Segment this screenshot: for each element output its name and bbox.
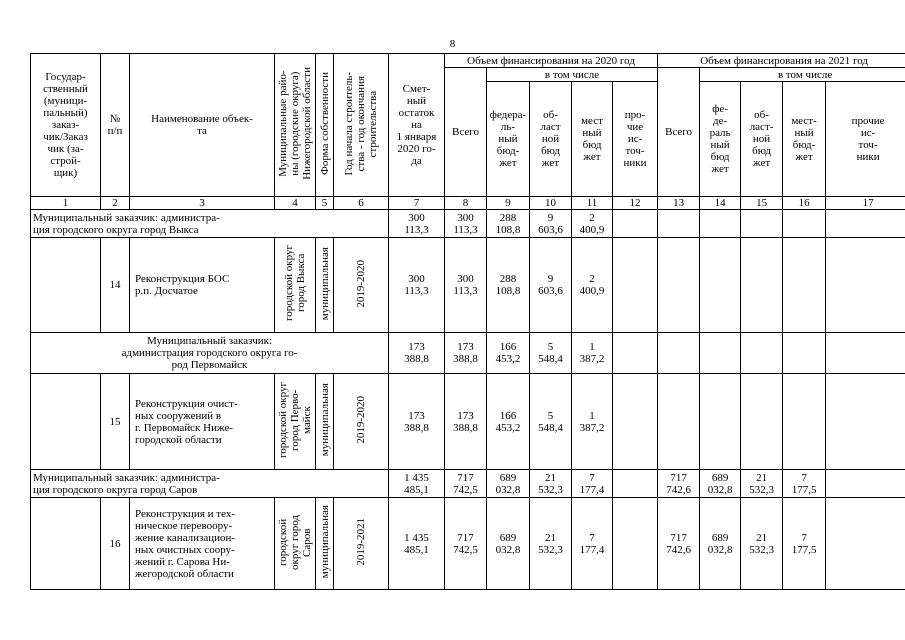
value-cell: 166 453,2 bbox=[487, 333, 530, 374]
header-regional-2021: об- ласт- ной бюд жет bbox=[741, 82, 783, 197]
value-cell bbox=[658, 374, 700, 470]
value-cell bbox=[783, 210, 826, 238]
value-cell: 717 742,6 bbox=[658, 470, 700, 498]
header-including-2020: в том числе bbox=[487, 68, 658, 82]
value-cell: 5 548,4 bbox=[530, 333, 572, 374]
value-cell bbox=[826, 374, 905, 470]
object-ownership bbox=[316, 238, 334, 333]
value-cell: 7 177,5 bbox=[783, 470, 826, 498]
header-years-text: Год начала строитель- ства - год окончания строительства bbox=[343, 71, 379, 176]
value-cell: 173 388,8 bbox=[445, 333, 487, 374]
header-regional-2020: об- ласт ной бюд жет bbox=[530, 82, 572, 197]
value-cell: 21 532,3 bbox=[741, 498, 783, 590]
value-cell bbox=[826, 470, 905, 498]
object-district-text: городской округ город Выкса bbox=[283, 245, 307, 322]
value-cell bbox=[741, 374, 783, 470]
value-cell: 21 532,3 bbox=[741, 470, 783, 498]
customer-label: Муниципальный заказчик: администра- ция городского округа город Саров bbox=[31, 470, 389, 498]
header-ownership-text: Форма собственности bbox=[318, 72, 331, 175]
object-row bbox=[31, 498, 905, 590]
object-name: Реконструкция очист- ных сооружений в г. Первомайск Ниже- городской области bbox=[130, 374, 275, 470]
value-cell bbox=[613, 374, 658, 470]
value-cell bbox=[613, 333, 658, 374]
customer-row bbox=[31, 210, 905, 238]
empty-cell bbox=[31, 238, 101, 333]
object-ownership-text: муниципальная bbox=[318, 246, 331, 321]
header-federal-2020: федера- ль- ный бюд- жет bbox=[487, 82, 530, 197]
value-cell bbox=[700, 238, 741, 333]
col-number: 10 bbox=[530, 197, 572, 210]
value-cell bbox=[741, 210, 783, 238]
value-cell: 1 387,2 bbox=[572, 374, 613, 470]
value-cell bbox=[700, 210, 741, 238]
object-ownership bbox=[316, 374, 334, 470]
value-cell: 300 113,3 bbox=[389, 210, 445, 238]
col-number: 15 bbox=[741, 197, 783, 210]
header-other-2021: прочие ис- точ- ники bbox=[826, 82, 905, 197]
col-number: 6 bbox=[334, 197, 389, 210]
header-including-2021: в том числе bbox=[700, 68, 905, 82]
value-cell: 21 532,3 bbox=[530, 498, 572, 590]
value-cell: 1 387,2 bbox=[572, 333, 613, 374]
header-customer: Государ- ственный (муници- пальный) заказ- чик/Заказ чик (за- строй- щик) bbox=[31, 54, 101, 197]
customer-label: Муниципальный заказчик: администрация городского округа го- род Первомайск bbox=[31, 333, 389, 374]
value-cell bbox=[658, 210, 700, 238]
object-district bbox=[275, 374, 316, 470]
col-number: 5 bbox=[316, 197, 334, 210]
object-row bbox=[31, 238, 905, 333]
empty-cell bbox=[31, 498, 101, 590]
table-header bbox=[31, 54, 905, 210]
value-cell: 689 032,8 bbox=[487, 498, 530, 590]
col-number: 8 bbox=[445, 197, 487, 210]
value-cell: 300 113,3 bbox=[445, 210, 487, 238]
value-cell bbox=[658, 333, 700, 374]
col-number: 14 bbox=[700, 197, 741, 210]
empty-cell bbox=[31, 374, 101, 470]
object-number: 16 bbox=[101, 498, 130, 590]
value-cell bbox=[658, 238, 700, 333]
header-number: № п/п bbox=[101, 54, 130, 197]
value-cell: 1 435 485,1 bbox=[389, 470, 445, 498]
object-name: Реконструкция и тех- ническое перевоору- жение канализацион- ных очистных соору- жений г. Сарова Ни- жегородской области bbox=[130, 498, 275, 590]
object-district-text: городской округ город Перво- майск bbox=[277, 381, 313, 459]
object-years bbox=[334, 498, 389, 590]
customer-row bbox=[31, 333, 905, 374]
header-total-2021: Всего bbox=[658, 68, 700, 197]
value-cell: 717 742,5 bbox=[445, 498, 487, 590]
object-number: 14 bbox=[101, 238, 130, 333]
header-district bbox=[275, 54, 316, 197]
object-ownership-text: муниципальная bbox=[318, 505, 331, 579]
value-cell: 9 603,6 bbox=[530, 210, 572, 238]
customer-row bbox=[31, 470, 905, 498]
value-cell bbox=[613, 210, 658, 238]
col-number: 13 bbox=[658, 197, 700, 210]
page-number: 8 bbox=[449, 38, 456, 50]
value-cell: 9 603,6 bbox=[530, 238, 572, 333]
col-number: 12 bbox=[613, 197, 658, 210]
object-row bbox=[31, 374, 905, 470]
col-number: 1 bbox=[31, 197, 101, 210]
object-years-text: 2019-2021 bbox=[355, 518, 367, 566]
value-cell: 173 388,8 bbox=[389, 374, 445, 470]
object-district bbox=[275, 238, 316, 333]
value-cell bbox=[700, 333, 741, 374]
object-years bbox=[334, 238, 389, 333]
financing-table bbox=[30, 53, 905, 590]
value-cell: 288 108,8 bbox=[487, 210, 530, 238]
value-cell: 166 453,2 bbox=[487, 374, 530, 470]
value-cell: 300 113,3 bbox=[389, 238, 445, 333]
value-cell: 21 532,3 bbox=[530, 470, 572, 498]
value-cell bbox=[826, 333, 905, 374]
header-other-2020: про- чие ис- точ- ники bbox=[613, 82, 658, 197]
col-number: 16 bbox=[783, 197, 826, 210]
col-number: 7 bbox=[389, 197, 445, 210]
value-cell bbox=[700, 374, 741, 470]
value-cell bbox=[613, 470, 658, 498]
col-number: 17 bbox=[826, 197, 905, 210]
header-estimated-balance: Смет- ный остаток на 1 января 2020 го- да bbox=[389, 54, 445, 197]
value-cell: 7 177,4 bbox=[572, 470, 613, 498]
value-cell: 689 032,8 bbox=[487, 470, 530, 498]
value-cell: 717 742,5 bbox=[445, 470, 487, 498]
header-local-2020: мест ный бюд жет bbox=[572, 82, 613, 197]
col-number: 9 bbox=[487, 197, 530, 210]
col-number: 4 bbox=[275, 197, 316, 210]
header-federal-2021: фе- де- раль ный бюд жет bbox=[700, 82, 741, 197]
object-district bbox=[275, 498, 316, 590]
value-cell bbox=[741, 333, 783, 374]
object-ownership-text: муниципальная bbox=[318, 383, 331, 457]
value-cell: 2 400,9 bbox=[572, 210, 613, 238]
object-name: Реконструкция БОС р.п. Досчатое bbox=[130, 238, 275, 333]
col-number: 3 bbox=[130, 197, 275, 210]
value-cell: 7 177,4 bbox=[572, 498, 613, 590]
col-number: 11 bbox=[572, 197, 613, 210]
object-years-text: 2019-2020 bbox=[355, 396, 367, 444]
value-cell: 2 400,9 bbox=[572, 238, 613, 333]
header-district-text: Муниципальные райо- ны (городские округа) Нижегородской области bbox=[277, 67, 313, 180]
object-district-text: городской округ город Саров bbox=[277, 514, 313, 570]
header-financing-2021: Объем финансирования на 2021 год bbox=[658, 54, 905, 68]
value-cell bbox=[613, 498, 658, 590]
value-cell: 288 108,8 bbox=[487, 238, 530, 333]
value-cell: 300 113,3 bbox=[445, 238, 487, 333]
header-total-2020: Всего bbox=[445, 68, 487, 197]
table-body bbox=[31, 210, 905, 590]
value-cell bbox=[783, 238, 826, 333]
value-cell: 173 388,8 bbox=[389, 333, 445, 374]
value-cell bbox=[613, 238, 658, 333]
header-financing-2020: Объем финансирования на 2020 год bbox=[445, 54, 658, 68]
value-cell bbox=[826, 210, 905, 238]
value-cell bbox=[741, 238, 783, 333]
object-number: 15 bbox=[101, 374, 130, 470]
value-cell: 717 742,6 bbox=[658, 498, 700, 590]
value-cell: 7 177,5 bbox=[783, 498, 826, 590]
value-cell bbox=[826, 498, 905, 590]
column-number-row bbox=[31, 197, 905, 210]
col-number: 2 bbox=[101, 197, 130, 210]
value-cell: 689 032,8 bbox=[700, 470, 741, 498]
object-years-text: 2019-2020 bbox=[355, 259, 367, 308]
object-ownership bbox=[316, 498, 334, 590]
value-cell: 689 032,8 bbox=[700, 498, 741, 590]
value-cell bbox=[783, 374, 826, 470]
header-object-name: Наименование объек- та bbox=[130, 54, 275, 197]
value-cell: 5 548,4 bbox=[530, 374, 572, 470]
value-cell bbox=[783, 333, 826, 374]
object-years bbox=[334, 374, 389, 470]
value-cell: 173 388,8 bbox=[445, 374, 487, 470]
value-cell bbox=[826, 238, 905, 333]
header-ownership bbox=[316, 54, 334, 197]
customer-label: Муниципальный заказчик: администра- ция городского округа город Выкса bbox=[31, 210, 389, 238]
header-local-2021: мест- ный бюд- жет bbox=[783, 82, 826, 197]
header-years bbox=[334, 54, 389, 197]
value-cell: 1 435 485,1 bbox=[389, 498, 445, 590]
